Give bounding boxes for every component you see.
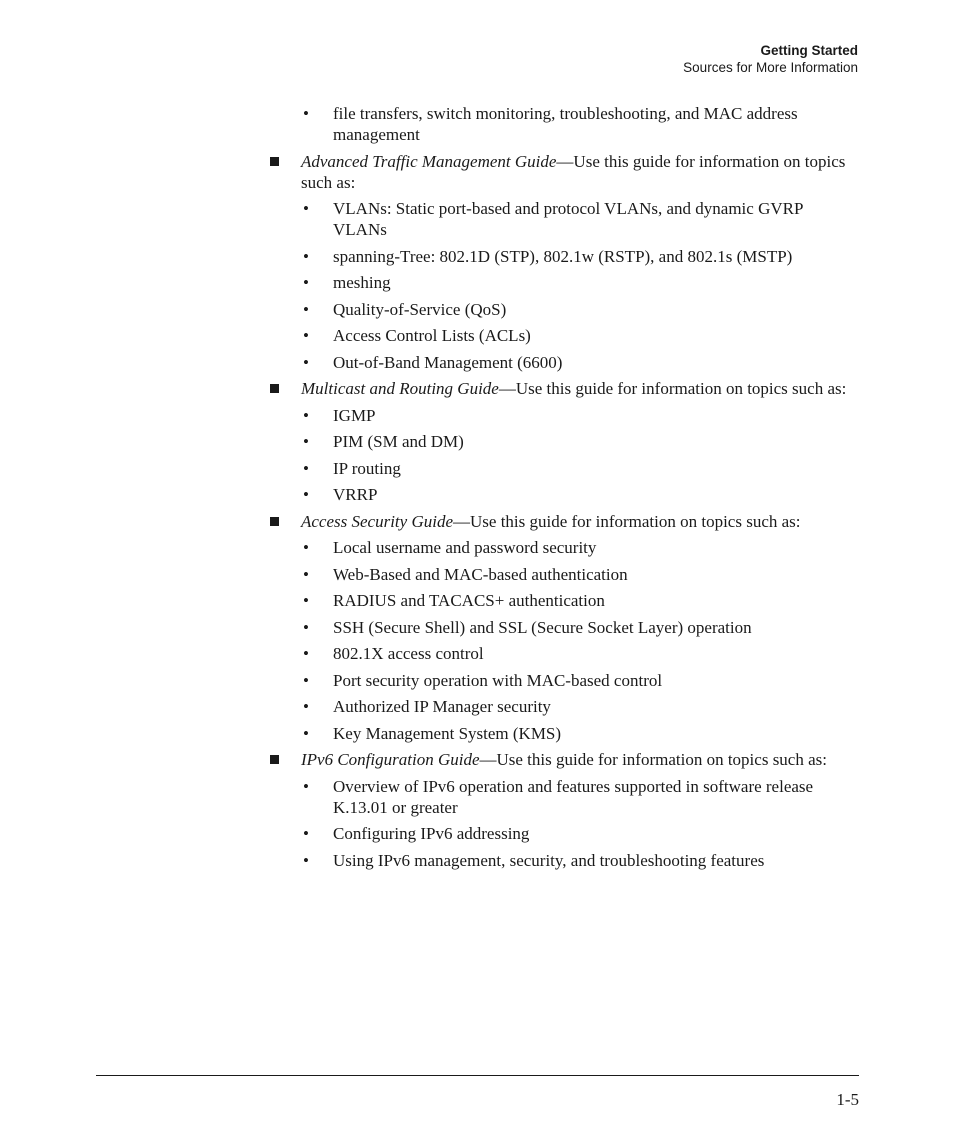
bullet-item [270,670,860,691]
bullet-text: Web-Based and MAC-based authentication [333,564,628,584]
square-bullet-icon [270,157,279,166]
bullet-icon: • [303,432,309,451]
bullet-item [270,696,860,717]
bullet-text: SSH (Secure Shell) and SSL (Secure Socket Layer) operation [333,617,752,637]
bullet-item [270,723,860,744]
guide-title: Access Security Guide [301,511,453,531]
guide-title: Multicast and Routing Guide [301,379,499,398]
chapter-title: Getting Started [760,43,858,58]
bullet-item [270,564,860,585]
guide-entry [270,151,860,193]
bullet-text: VRRP [333,485,378,504]
bullet-icon: • [303,670,309,690]
guide-description: —Use this guide for information on topics such as: [498,379,847,398]
running-header [683,42,858,76]
bullet-icon: • [303,617,309,637]
bullet-item [270,431,860,452]
bullet-item [270,272,860,293]
bullet-icon: • [303,273,309,292]
bullet-text: Using IPv6 management, security, and troubleshooting features [333,850,765,870]
square-bullet-icon [270,755,279,764]
section-title: Sources for More Information [683,60,858,75]
bullet-item [270,325,860,346]
bullet-icon: • [303,352,309,372]
bullet-item [270,484,860,505]
bullet-item [270,352,860,373]
bullet-item [270,537,860,558]
bullet-text: spanning-Tree: 802.1D (STP), 802.1w (RSTP), and 802.1s (MSTP) [333,246,793,266]
bullet-item [270,617,860,638]
guide-entry [270,378,860,399]
bullet-icon: • [303,591,309,610]
bullet-text: RADIUS and TACACS+ authentication [333,591,605,610]
bullet-icon: • [303,644,309,663]
bullet-icon: • [303,299,309,319]
bullet-icon: • [303,199,309,218]
bullet-item [270,198,860,240]
bullet-text: Configuring IPv6 addressing [333,824,530,843]
bullet-text: Local username and password security [333,538,597,557]
bullet-text: Access Control Lists (ACLs) [333,326,531,345]
guide-title: IPv6 Configuration Guide [301,750,480,769]
bullet-icon: • [303,326,309,345]
square-bullet-icon [270,517,279,526]
square-bullet-icon [270,384,279,393]
bullet-item [270,405,860,426]
bullet-icon: • [303,458,309,478]
bullet-item [270,299,860,320]
bullet-item [270,590,860,611]
page-body [270,103,860,876]
bullet-icon: • [303,697,309,716]
bullet-text: Out-of-Band Management (6600) [333,352,563,372]
bullet-icon: • [303,485,309,504]
bullet-item [270,823,860,844]
bullet-icon: • [303,723,309,743]
bullet-item [270,643,860,664]
guide-description: —Use this guide for information on topics such as: [479,750,827,769]
guide-title: Advanced Traffic Management Guide [301,151,557,171]
bullet-text: PIM (SM and DM) [333,432,464,451]
bullet-text: meshing [333,273,391,292]
bullet-icon: • [303,246,309,266]
bullet-icon: • [303,564,309,584]
bullet-item [270,103,860,145]
guide-entry [270,749,860,770]
bullet-icon: • [303,538,309,557]
bullet-text: Overview of IPv6 operation and features supported in software release K.13.01 or greater [333,776,814,817]
bullet-item [270,246,860,267]
page-number: 1-5 [836,1090,859,1109]
bullet-icon: • [303,776,309,796]
bullet-text: Authorized IP Manager security [333,697,551,716]
bullet-text: Key Management System (KMS) [333,723,562,743]
bullet-text: file transfers, switch monitoring, troubleshooting, and MAC address management [333,104,798,144]
guide-entry [270,511,860,532]
bullet-icon: • [303,850,309,870]
bullet-text: VLANs: Static port-based and protocol VLANs, and dynamic GVRP VLANs [333,199,803,239]
bullet-text: IP routing [333,458,401,478]
bullet-text: Quality-of-Service (QoS) [333,299,507,319]
bullet-text: Port security operation with MAC-based control [333,670,663,690]
bullet-item [270,776,860,818]
bullet-item [270,850,860,871]
bullet-icon: • [303,824,309,843]
bullet-text: IGMP [333,405,376,425]
bullet-icon: • [303,405,309,425]
bullet-text: 802.1X access control [333,644,484,663]
guide-description: —Use this guide for information on topics such as: [453,511,801,531]
footer-rule [96,1075,859,1076]
guide-description: —Use this guide for information on topics such as: [301,151,846,192]
bullet-item [270,458,860,479]
bullet-icon: • [303,104,309,123]
